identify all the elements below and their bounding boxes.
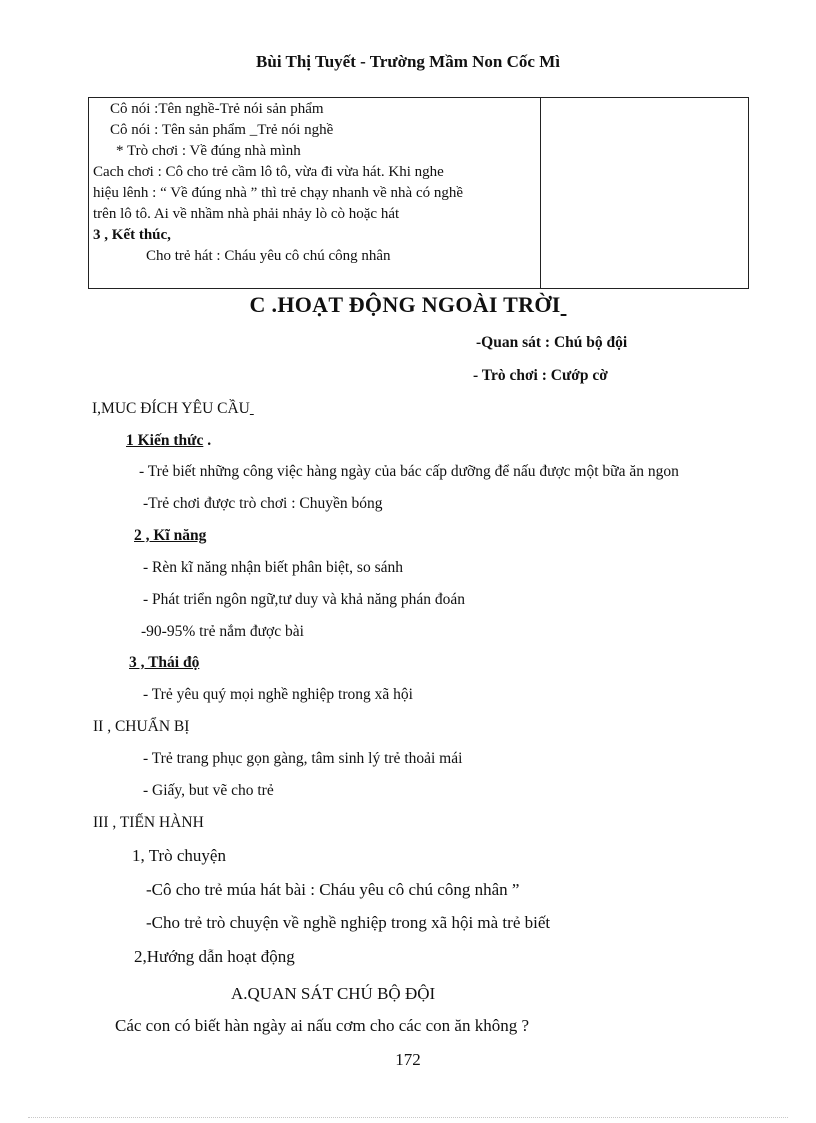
step-heading: 1, Trò chuyện — [132, 846, 226, 865]
conversation-item: -Cô cho trẻ múa hát bài : Cháu yêu cô chú công nhân ” — [146, 880, 520, 899]
subtitle-game: - Trò chơi : Cướp cờ — [473, 367, 608, 384]
table-column-divider — [540, 98, 541, 288]
table-line: Cô nói : Tên sản phẩm _Trẻ nói nghề — [110, 122, 334, 138]
activity-table — [88, 97, 749, 289]
section-title — [0, 292, 816, 318]
step-heading: 2,Hướng dẫn hoạt động — [134, 947, 295, 966]
part2-heading: II , CHUẨN BỊ — [93, 718, 190, 735]
part3-heading: III , TIẾN HÀNH — [93, 814, 204, 831]
table-line: trên lô tô. Ai về nhầm nhà phải nhảy lò cò hoặc hát — [93, 206, 400, 222]
page-number: 172 — [395, 1050, 421, 1069]
skills-item: - Rèn kĩ năng nhận biết phân biệt, so sánh — [143, 559, 404, 576]
knowledge-item: -Trẻ chơi được trò chơi : Chuyền bóng — [143, 495, 383, 512]
page-header: Bùi Thị Tuyết - Trường Mầm Non Cốc Mì — [256, 52, 560, 71]
table-line: hiệu lênh : “ Về đúng nhà ” thì trẻ chạy nhanh về nhà có nghề — [93, 185, 464, 201]
table-line: * Trò chơi : Về đúng nhà mình — [116, 143, 301, 159]
skills-heading: 2 , Kĩ năng — [134, 527, 207, 544]
subtitle-observation: -Quan sát : Chú bộ đội — [476, 334, 628, 351]
table-line: Cô nói :Tên nghề-Trẻ nói sản phẩm — [110, 101, 324, 117]
skills-item: - Phát triển ngôn ngữ,tư duy và khả năng phán đoán — [143, 591, 466, 608]
table-section-heading: 3 , Kết thúc, — [93, 227, 171, 243]
table-line: Cach chơi : Cô cho trẻ cầm lô tô, vừa đi vừa hát. Khi nghe — [93, 164, 444, 180]
attitude-item: - Trẻ yêu quý mọi nghề nghiệp trong xã hội — [143, 686, 413, 703]
knowledge-item: - Trẻ biết những công việc hàng ngày của bác cấp dưỡng để nấu được một bữa ăn ngon — [139, 463, 679, 480]
attitude-heading: 3 , Thái độ — [129, 654, 200, 671]
preparation-item: - Trẻ trang phục gọn gàng, tâm sinh lý trẻ thoải mái — [143, 750, 463, 767]
section-title-text: C .HOẠT ĐỘNG NGOÀI TRỜI — [249, 292, 561, 317]
table-line: Cho trẻ hát : Cháu yêu cô chú công nhân — [146, 248, 391, 264]
observe-title: A.QUAN SÁT CHÚ BỘ ĐỘI — [231, 984, 436, 1003]
footer-dotted-rule — [28, 1117, 788, 1118]
knowledge-heading: 1 Kiến thức . — [126, 432, 212, 449]
conversation-item: -Cho trẻ trò chuyện về nghề nghiệp trong xã hội mà trẻ biết — [146, 913, 551, 932]
preparation-item: - Giấy, but vẽ cho trẻ — [143, 782, 274, 799]
skills-item: -90-95% trẻ nắm được bài — [141, 623, 304, 640]
question-text: Các con có biết hàn ngày ai nấu cơm cho các con ăn không ? — [115, 1016, 529, 1035]
part1-heading: I,MUC ĐÍCH YÊU CẦU — [92, 400, 250, 417]
